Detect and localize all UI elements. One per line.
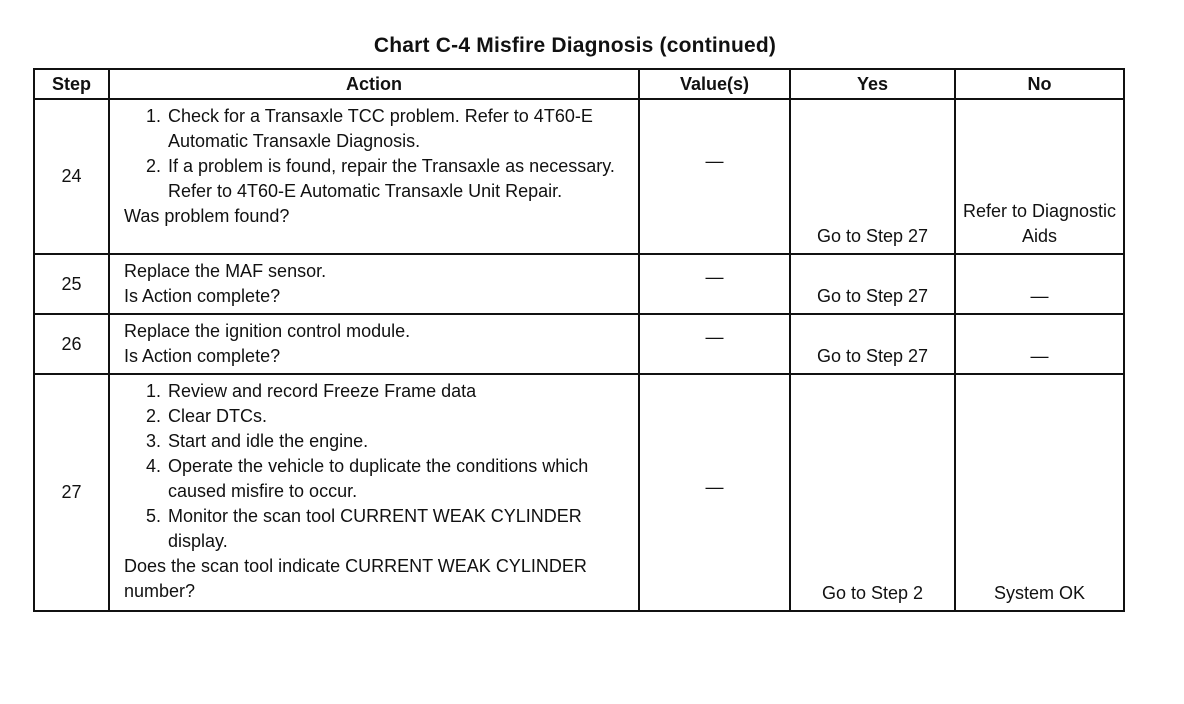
step-number: 24 xyxy=(34,99,109,254)
action-step: 4. Operate the vehicle to duplicate the conditions which caused misfire to occur. xyxy=(166,454,628,504)
yes-cell: Go to Step 27 xyxy=(790,314,955,374)
step-number: 25 xyxy=(34,254,109,314)
diagnosis-table xyxy=(33,68,1125,612)
value-dash: — xyxy=(705,326,724,347)
value-cell xyxy=(639,314,790,374)
header-action: Action xyxy=(109,69,639,99)
action-question: Is Action complete? xyxy=(124,286,281,306)
action-steps xyxy=(124,104,628,204)
step-number: 26 xyxy=(34,314,109,374)
table-row xyxy=(34,374,1124,611)
no-cell: — xyxy=(955,314,1124,374)
header-step: Step xyxy=(34,69,109,99)
chart-title: Chart C-4 Misfire Diagnosis (continued) xyxy=(373,34,777,57)
table-row xyxy=(34,99,1124,254)
action-step: 1. Check for a Transaxle TCC problem. Refer to 4T60-E Automatic Transaxle Diagnosis. xyxy=(166,104,628,154)
header-yes: Yes xyxy=(790,69,955,99)
action-step: 5. Monitor the scan tool CURRENT WEAK CYLINDER display. xyxy=(166,504,628,554)
value-cell xyxy=(639,99,790,254)
no-text: Refer to Diagnostic Aids xyxy=(962,201,1117,246)
value-cell xyxy=(639,374,790,611)
action-question: Is Action complete? xyxy=(124,346,281,366)
action-step: 2. Clear DTCs. xyxy=(166,404,628,429)
no-cell: System OK xyxy=(955,374,1124,611)
action-cell xyxy=(109,314,639,374)
action-cell xyxy=(109,99,639,254)
action-step: 2. If a problem is found, repair the Transaxle as necessary. Refer to 4T60-E Automatic Transaxle Unit Repair. xyxy=(166,154,628,204)
value-dash: — xyxy=(705,266,724,287)
yes-cell: Go to Step 27 xyxy=(790,99,955,254)
action-line: Replace the ignition control module. xyxy=(124,321,411,341)
value-cell xyxy=(639,254,790,314)
header-values: Value(s) xyxy=(639,69,790,99)
yes-cell: Go to Step 27 xyxy=(790,254,955,314)
value-dash: — xyxy=(705,151,724,171)
yes-cell: Go to Step 2 xyxy=(790,374,955,611)
no-cell xyxy=(955,99,1124,254)
action-cell xyxy=(109,374,639,611)
action-line: Replace the MAF sensor. xyxy=(124,261,327,281)
table-row xyxy=(34,314,1124,374)
table-row xyxy=(34,254,1124,314)
action-question: Was problem found? xyxy=(124,206,290,226)
action-step: 1. Review and record Freeze Frame data xyxy=(166,379,628,404)
header-row xyxy=(34,69,1124,99)
value-dash: — xyxy=(705,477,724,497)
action-step: 3. Start and idle the engine. xyxy=(166,429,628,454)
action-steps xyxy=(124,379,628,554)
header-no: No xyxy=(955,69,1124,99)
action-cell xyxy=(109,254,639,314)
no-cell: — xyxy=(955,254,1124,314)
step-number: 27 xyxy=(34,374,109,611)
action-question: Does the scan tool indicate CURRENT WEAK CYLINDER number? xyxy=(124,556,587,601)
